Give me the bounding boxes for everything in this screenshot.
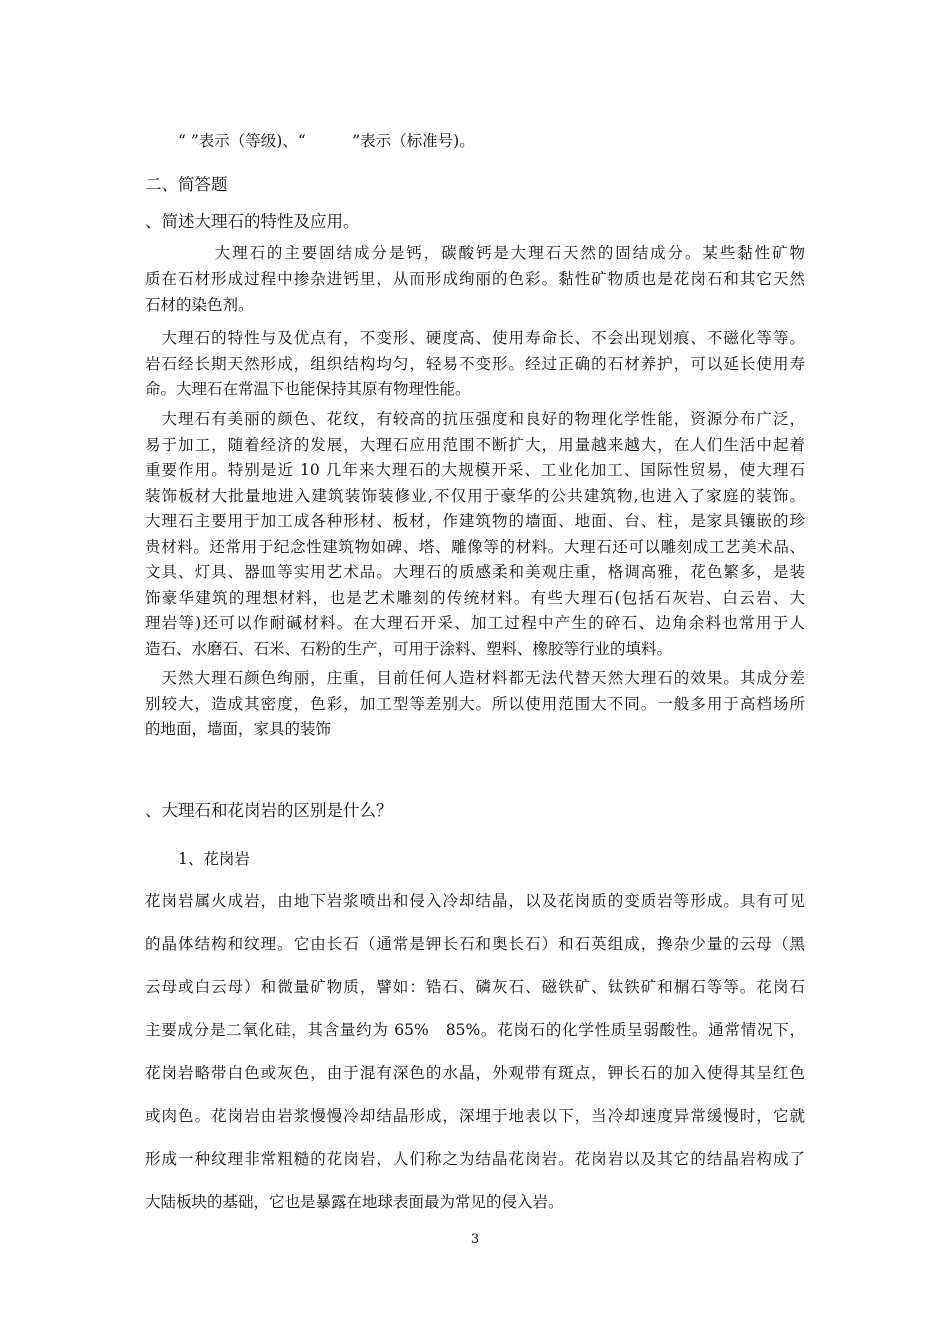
q1-p2-line: 大理石的特性与及优点有，不变形、硬度高、使用寿命长、不会出现划痕、不磁化等等。 xyxy=(145,329,805,347)
q1-p1-line: 石材的染色剂。 xyxy=(145,296,254,314)
q2-para-line: 花岗岩略带白色或灰色，由于混有深色的水晶，外观带有斑点，钾长石的加入使得其呈红色 xyxy=(145,1064,805,1082)
q1-p3-line: 饰豪华建筑的理想材料，也是艺术雕刻的传统材料。有些大理石(包括石灰岩、白云岩、大 xyxy=(145,589,805,607)
q1-p1-line: 大理石的主要固结成分是钙，碳酸钙是大理石天然的固结成分。某些黏性矿物 xyxy=(145,244,805,262)
q1-p4-line: 的地面，墙面，家具的装饰 xyxy=(145,720,332,738)
q1-p3-line: 重要作用。特别是近 10 几年来大理石的大规模开采、工业化加工、国际性贸易，使大理石 xyxy=(145,461,805,479)
q1-p2-line: 岩石经长期天然形成，组织结构均匀，轻易不变形。经过正确的石材养护，可以延长使用寿 xyxy=(145,355,805,373)
q2-para-line: 云母或白云母）和微量矿物质，譬如：锆石、磷灰石、磁铁矿、钛铁矿和榍石等等。花岗石 xyxy=(145,978,805,996)
q2-para-line: 形成一种纹理非常粗糙的花岗岩，人们称之为结晶花岗岩。花岗岩以及其它的结晶岩构成了 xyxy=(145,1150,805,1168)
q1-p3-line: 文具、灯具、器皿等实用艺术品。大理石的质感柔和美观庄重，格调高雅，花色繁多，是装 xyxy=(145,563,805,581)
q2-para-line: 主要成分是二氧化硅，其含量约为 65% 85%。花岗石的化学性质呈弱酸性。通常情况下， xyxy=(145,1021,805,1039)
q2-para-line: 大陆板块的基础，它也是暴露在地球表面最为常见的侵入岩。 xyxy=(145,1193,564,1211)
q1-p3-line: 装饰板材大批量地进入建筑装饰装修业,不仅用于豪华的公共建筑物,也进入了家庭的装饰。 xyxy=(145,487,805,505)
question-1-title: 、简述大理石的特性及应用。 xyxy=(145,212,360,231)
q1-p2-line: 命。大理石在常温下也能保持其原有物理性能。 xyxy=(145,380,471,398)
q1-p4-line: 别较大，造成其密度，色彩，加工型等差别大。所以使用范围大不同。一般多用于高档场所 xyxy=(145,695,805,713)
q1-p3-line: 大理石有美丽的颜色、花纹，有较高的抗压强度和良好的物理化学性能，资源分布广泛， xyxy=(145,410,805,428)
q1-p3-line: 贵材料。还常用于纪念性建筑物如碑、塔、雕像等的材料。大理石还可以雕刻成工艺美术品、 xyxy=(145,538,805,556)
page-number: 3 xyxy=(470,1232,480,1247)
q1-p3-line: 易于加工，随着经济的发展，大理石应用范围不断扩大，用量越来越大，在人们生活中起着 xyxy=(145,436,805,454)
q2-para-line: 的晶体结构和纹理。它由长石（通常是钾长石和奥长石）和石英组成，搀杂少量的云母（黑 xyxy=(145,935,805,953)
q1-p1-line: 质在石材形成过程中掺杂进钙里，从而形成绚丽的色彩。黏性矿物质也是花岗石和其它天然 xyxy=(145,270,805,288)
q2-para-line: 或肉色。花岗岩由岩浆慢慢冷却结晶形成，深埋于地表以下，当冷却速度异常缓慢时，它就 xyxy=(145,1107,805,1125)
q1-p3-line: 理岩等)还可以作耐碱材料。在大理石开采、加工过程中产生的碎石、边角余料也常用于人 xyxy=(145,614,805,632)
q2-para-line: 花岗岩属火成岩，由地下岩浆喷出和侵入冷却结晶，以及花岗质的变质岩等形成。具有可见 xyxy=(145,892,805,910)
section-title: 二、简答题 xyxy=(145,175,228,194)
q1-p3-line: 造石、水磨石、石米、石粉的生产，可用于涂料、塑料、橡胶等行业的填料。 xyxy=(145,640,673,658)
question-2-title: 、大理石和花岗岩的区别是什么？ xyxy=(145,801,393,820)
q1-p4-line: 天然大理石颜色绚丽，庄重，目前任何人造材料都无法代替天然大理石的效果。其成分差 xyxy=(145,669,805,687)
q2-subheading: 1、花岗岩 xyxy=(178,850,250,868)
intro-line: “ ”表示（等级)、“ ”表示（标准号)。 xyxy=(178,132,475,150)
q1-p3-line: 大理石主要用于加工成各种形材、板材，作建筑物的墙面、地面、台、柱，是家具镶嵌的珍 xyxy=(145,512,805,530)
